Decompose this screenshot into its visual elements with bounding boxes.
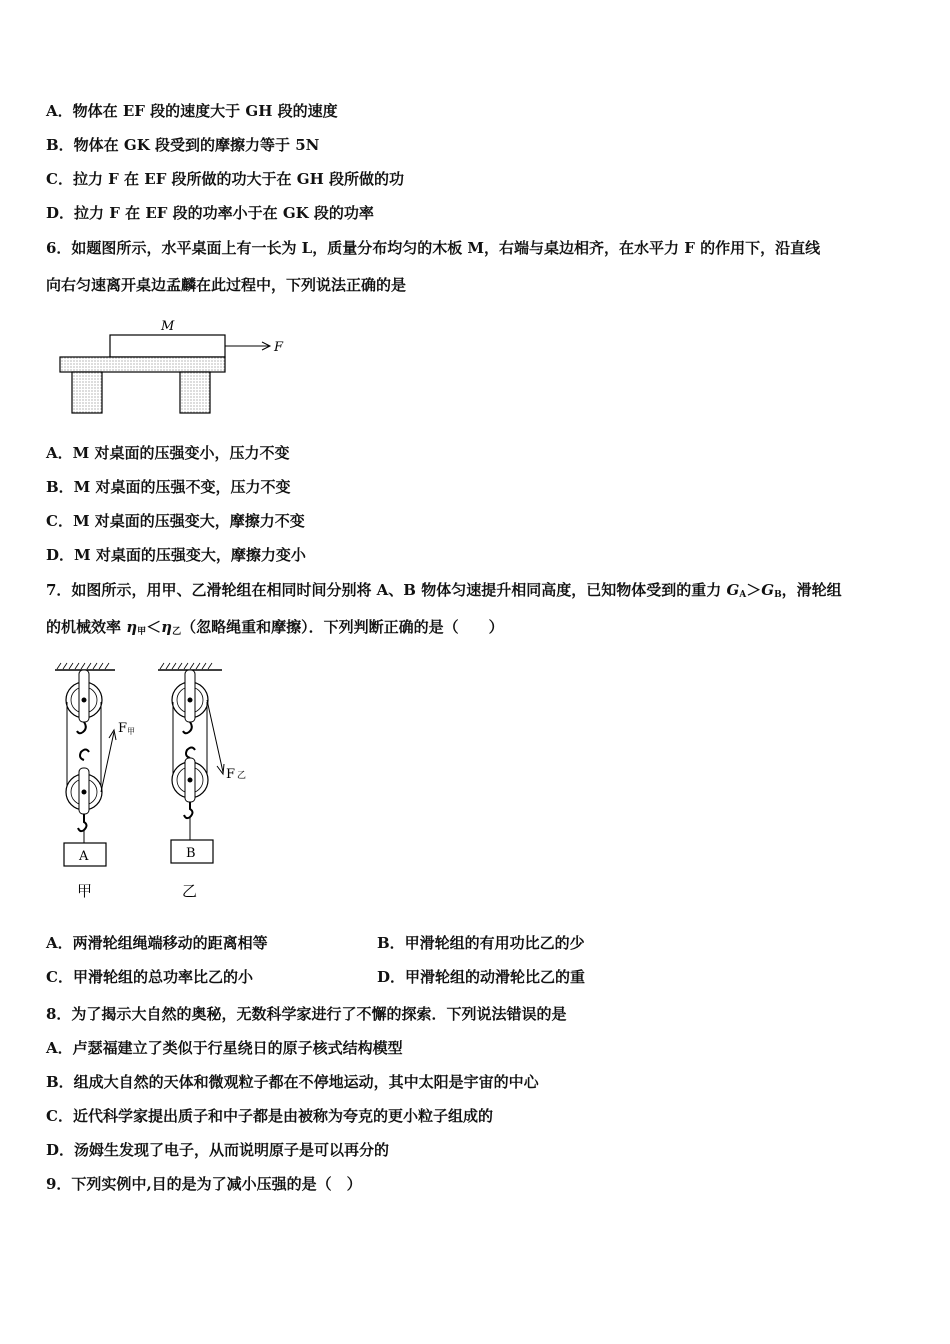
caption-jia: 甲 [77,882,93,900]
board-m-label: M [161,319,175,334]
board-m [110,335,225,357]
q7-stem-line1: 7．如图所示，用甲、乙滑轮组在相同时间分别将 A、B 物体匀速提升相同高度，已知物体受到的重力 $G_A>G_B$，滑轮组 [46,581,842,600]
q6-option-c: C．M 对桌面的压强变大，摩擦力不变 [46,512,305,530]
q8-option-a: A．卢瑟福建立了类似于行星绕日的原子核式结构模型 [46,1039,403,1057]
pulley-system-jia [55,663,116,866]
gb-symbol: G [761,581,775,599]
q5-option-c: C．拉力 F 在 EF 段所做的功大于在 GH 段所做的功 [46,170,404,188]
q6-option-a: A．M 对桌面的压强变小，压力不变 [46,444,290,462]
q5-option-d: D．拉力 F 在 EF 段的功率小于在 GK 段的功率 [46,204,374,222]
q7-option-a: A．两滑轮组绳端移动的距离相等 [46,934,268,952]
ga-symbol: G [726,581,740,599]
caption-yi: 乙 [182,882,198,900]
q8-option-b: B．组成大自然的天体和微观粒子都在不停地运动，其中太阳是宇宙的中心 [46,1073,539,1091]
pulley-system-yi [158,663,224,863]
q5-option-b: B．物体在 GK 段受到的摩擦力等于 5N [46,136,320,154]
q5-option-a: A．物体在 EF 段的速度大于 GH 段的速度 [46,102,338,120]
force-yi-label: F 乙 [226,767,247,782]
q8-option-d: D．汤姆生发现了电子，从而说明原子是可以再分的 [46,1141,390,1159]
table-top [60,357,225,372]
table-leg-left [72,372,102,413]
q7-option-b: B．甲滑轮组的有用功比乙的少 [377,934,585,952]
q6-option-b: B．M 对桌面的压强不变，压力不变 [46,478,291,496]
q7-option-c: C．甲滑轮组的总功率比乙的小 [46,968,253,986]
q7-option-d: D．甲滑轮组的动滑轮比乙的重 [377,968,586,986]
q6-option-d: D．M 对桌面的压强变大，摩擦力变小 [46,546,306,564]
q7-stem-line2: 的机械效率 $\eta_甲<\eta_乙$（忽略绳重和摩擦）．下列判断正确的是（ ） [46,618,504,637]
q6-board-table-figure [55,315,295,417]
q7-pulley-figure [50,660,270,905]
q6-stem-line2: 向右匀速离开桌边孟麟在此过程中，下列说法正确的是 [46,276,407,294]
q9-stem: 9．下列实例中,目的是为了减小压强的是（ ） [46,1175,362,1193]
load-b-label: B [186,846,196,861]
q8-stem: 8．为了揭示大自然的奥秘，无数科学家进行了不懈的探索．下列说法错误的是 [46,1005,567,1023]
force-jia-label: F甲 [118,721,136,736]
q6-stem-line1: 6．如题图所示，水平桌面上有一长为 L，质量分布均匀的木板 M，右端与桌边相齐，在水平力 F 的作用下，沿直线 [46,239,821,257]
table-leg-right [180,372,210,413]
load-a-label: A [79,849,89,864]
force-label: F [274,340,284,355]
q8-option-c: C．近代科学家提出质子和中子都是由被称为夸克的更小粒子组成的 [46,1107,493,1125]
